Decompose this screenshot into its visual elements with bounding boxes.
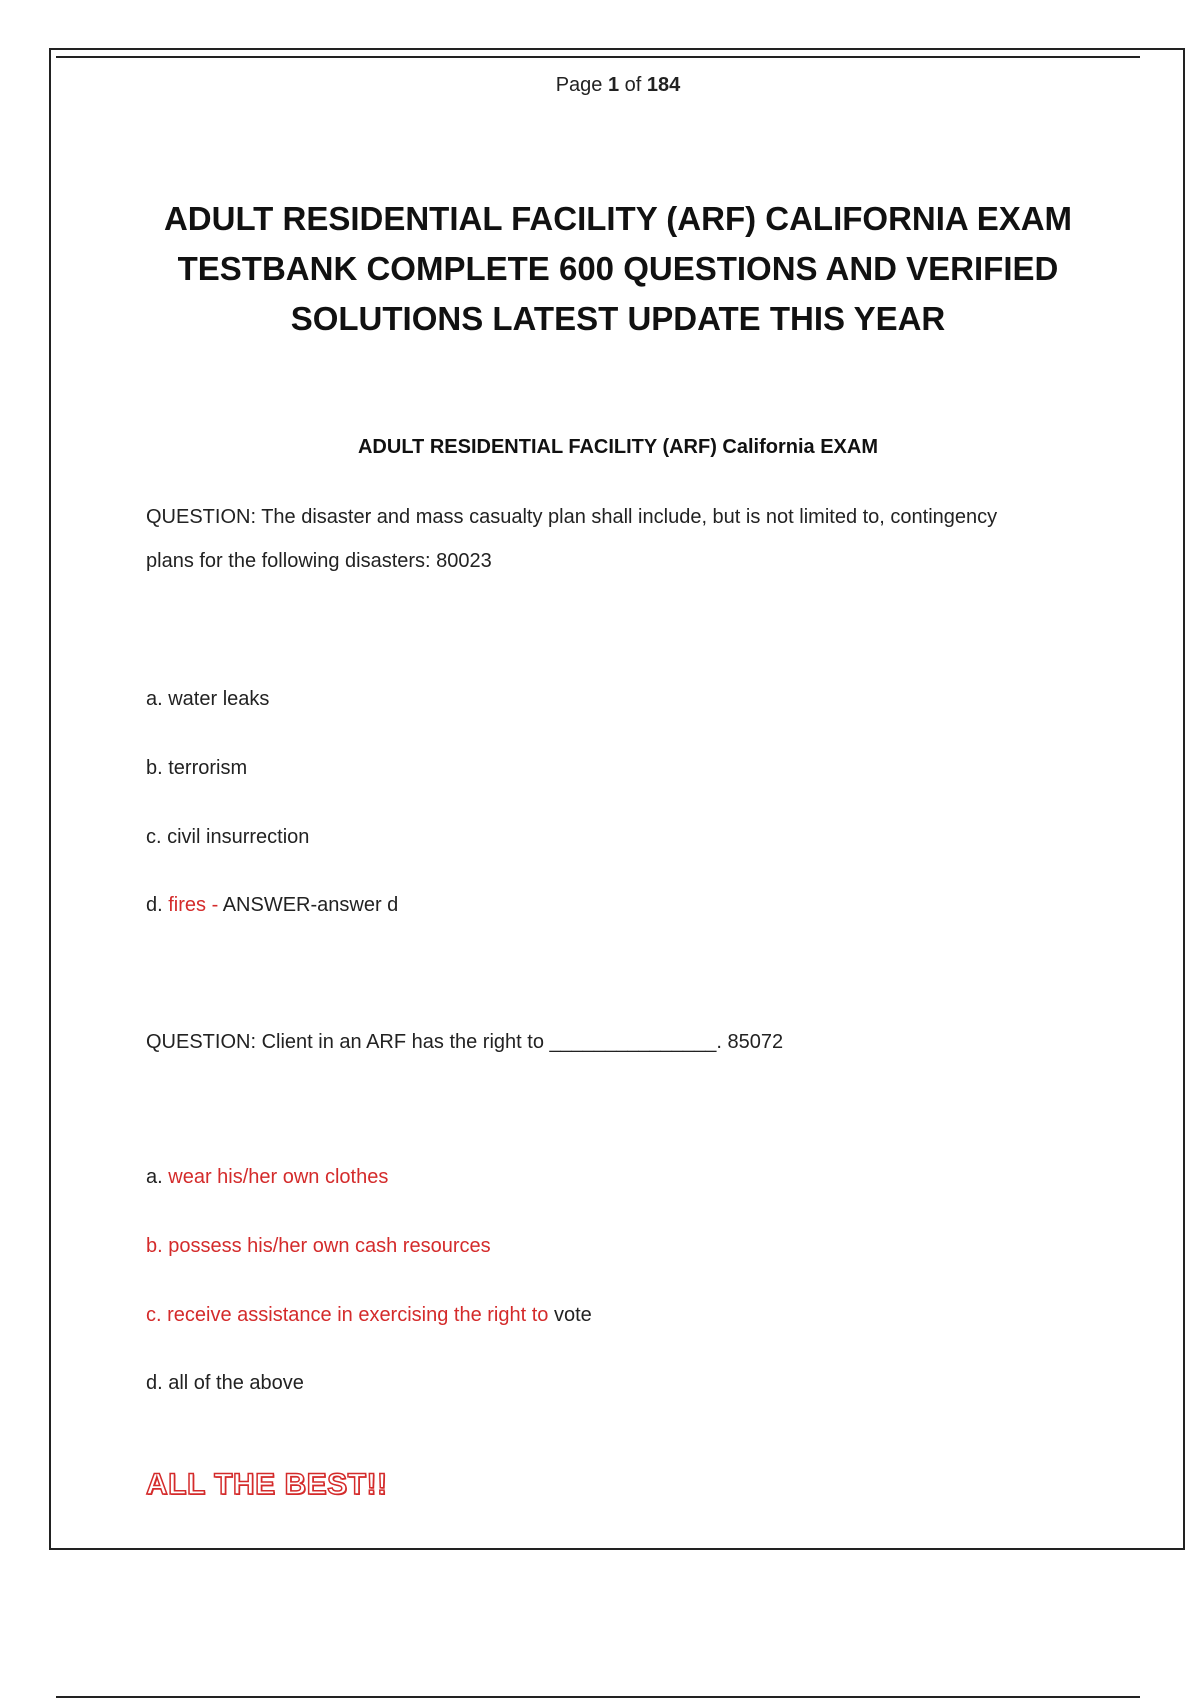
question1-option-d <box>146 894 398 917</box>
option-d-answer: ANSWER-answer d <box>222 894 399 916</box>
question2-option-a <box>146 1166 388 1189</box>
question2-text: QUESTION: Client in an ARF has the right to _______________. 85072 <box>146 1031 784 1053</box>
option-a-prefix: a. <box>146 1166 169 1188</box>
question2-option-b: b. possess his/her own cash resources <box>146 1235 491 1257</box>
question1-option-c: c. civil insurrection <box>146 826 310 848</box>
option-d-prefix: d. <box>146 894 163 916</box>
title-line-2: TESTBANK COMPLETE 600 QUESTIONS AND VERIFIED <box>177 250 1059 287</box>
question1-line2: plans for the following disasters: 80023 <box>146 550 492 572</box>
top-rule <box>56 56 1140 58</box>
closing-message: ALL THE BEST!! <box>146 1468 388 1501</box>
option-c-rest: vote <box>548 1304 592 1326</box>
title-line-1: ADULT RESIDENTIAL FACILITY (ARF) CALIFORNIA EXAM <box>163 200 1073 237</box>
title-line-3: SOLUTIONS LATEST UPDATE THIS YEAR <box>290 300 946 337</box>
section-subtitle: ADULT RESIDENTIAL FACILITY (ARF) California EXAM <box>357 436 878 458</box>
question2-option-d: d. all of the above <box>146 1372 304 1394</box>
question2-option-c <box>146 1304 592 1327</box>
page-number <box>0 74 1200 97</box>
page-current: 1 <box>607 74 620 96</box>
document-title <box>100 194 1136 344</box>
option-d-text: fires - <box>162 894 223 916</box>
option-a-text: wear his/her own clothes <box>168 1166 389 1188</box>
page-prefix: Page <box>555 74 603 96</box>
bottom-rule <box>56 1696 1140 1698</box>
question1-option-b: b. terrorism <box>146 757 248 779</box>
option-c-red-text: c. receive assistance in exercising the right to <box>146 1304 549 1326</box>
question1-line1: QUESTION: The disaster and mass casualty plan shall include, but is not limited to, contingency <box>146 506 998 528</box>
page-total: 184 <box>646 74 681 96</box>
question1-option-a: a. water leaks <box>146 688 270 710</box>
page-of: of <box>624 74 642 96</box>
